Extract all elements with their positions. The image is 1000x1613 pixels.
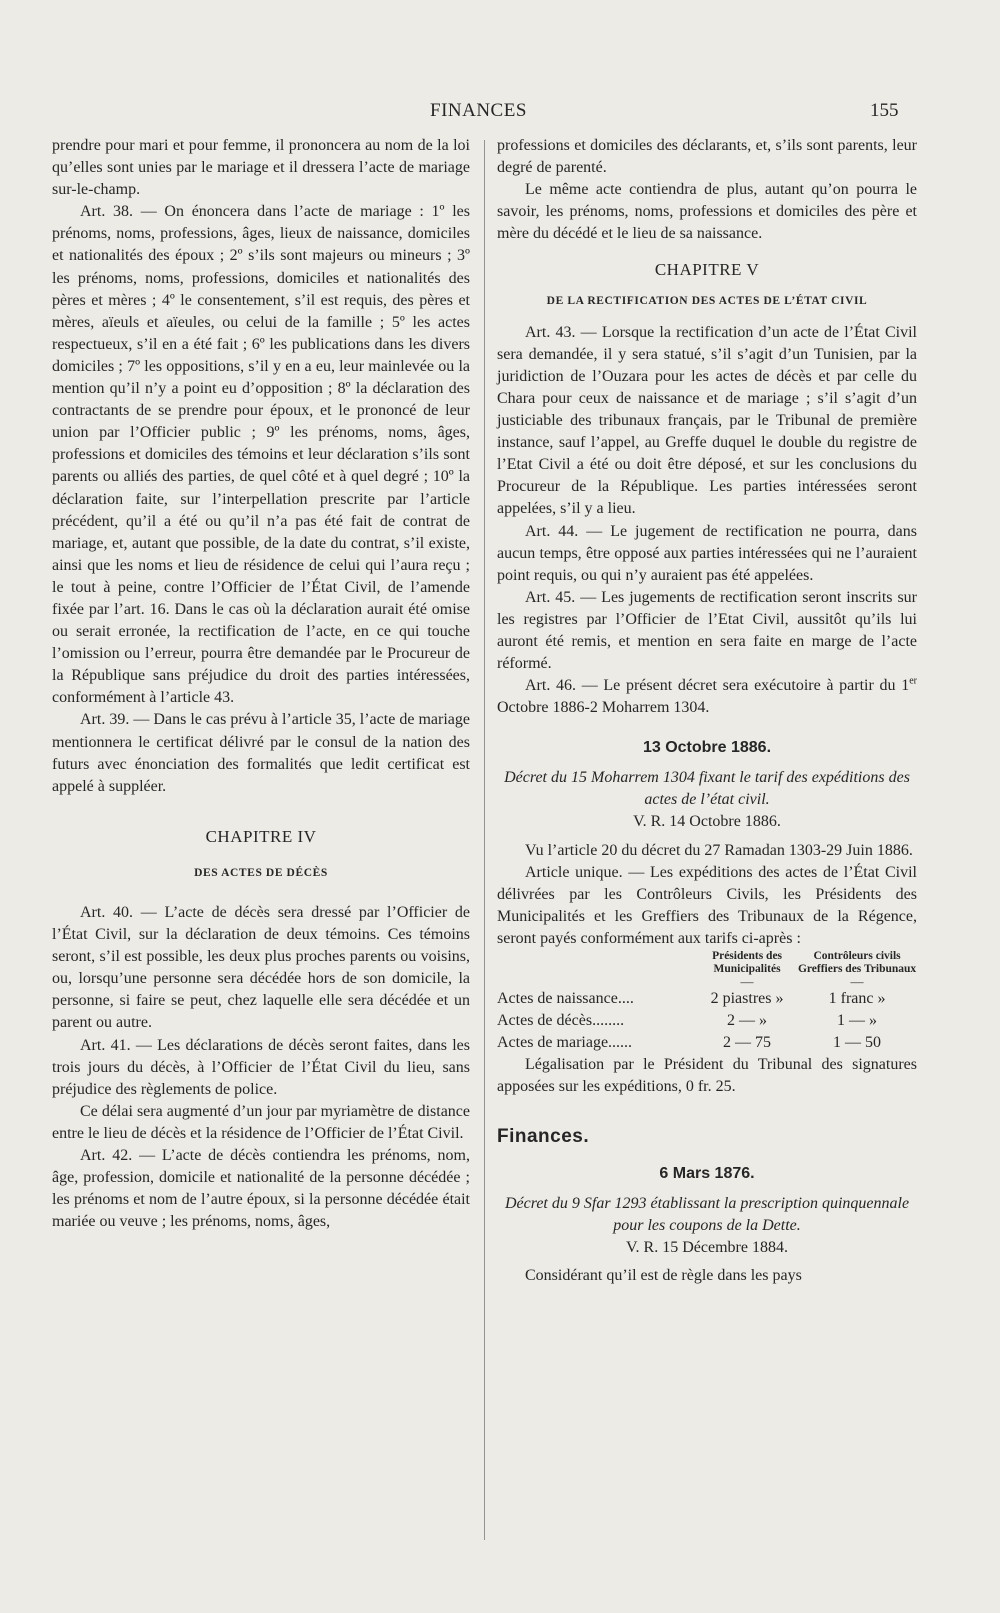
tariff-row-value: 2 piastres » [710,990,784,1007]
page-number: 155 [870,100,899,121]
running-title: FINANCES [430,100,527,121]
article-46-superscript: er [909,675,917,687]
tariff-row [497,1010,917,1032]
tariff-row-label: Actes de décès........ [497,1012,625,1030]
paragraph-continuation: professions et domiciles des déclarants, et, s’ils sont parents, leur degré de parenté. [497,137,917,177]
tariff-row-value: 1 — 50 [833,1034,882,1052]
running-head [0,100,1000,126]
article-42: Art. 42. — L’acte de décès contiendra les prénoms, nom, âge, profession, domicile et nationalité de la personne décédée ; les prénoms et nom de l’autre époux, si la personne décédée était mariée ou veuve ; les prénoms, noms, âges, [52,1147,470,1231]
legalisation-paragraph: Légalisation par le Président du Tribunal des signatures apposées sur les expéditions, 0 fr. 25. [497,1056,917,1096]
tariff-header-row [497,950,917,976]
considerant-paragraph: Considérant qu’il est de règle dans les pays [525,1266,802,1284]
tariff-header-blank [497,950,697,976]
tariff-row-value: 1 franc » [828,990,886,1007]
article-41: Art. 41. — Les déclarations de décès seront faites, dans les trois jours du décès, à l’Officier de l’État Civil du lieu, sans préjudice des règlements de police. [52,1036,470,1098]
tariff-dash-row [497,976,917,988]
chapter-iv-title: CHAPITRE IV [205,826,317,846]
vr-date-1886: V. R. 14 Octobre 1886. [633,813,781,831]
tariff-dash: — [850,974,864,989]
left-column [52,135,470,1233]
article-38: Art. 38. — On énoncera dans l’acte de mariage : 1º les prénoms, noms, professions, âges, lieux de naissance, domiciles et nationalités des époux ; 2º s’ils sont majeurs ou mineurs ; 3º les prénoms, noms, professions, domiciles et nationalités des pères et mères ; 4º le consentement, s’il est requis, des pères et mères, aïeuls et aïeules, ou celui de la famille ; 5º les actes respectueux, s’il en a été fait ; 6º les publications dans les divers domiciles ; 7º les oppositions, s’il y en a eu, leur mainlevée ou la mention qu’il n’y a point eu d’opposition ; 8º la déclaration des contractants de se prendre pour époux, et le prononcé de leur union par l’Officier public ; 9º les prénoms, noms, âges, professions et domiciles des témoins et leur déclaration s’ils sont parents ou alliés des parties, de quel côté et à quel degré ; 10º la déclaration faite, sur l’interpellation prescrite par l’article précédent, qu’il a été ou qu’il n’a pas été fait de contrat de mariage, et, autant que possible, de la date du contrat, s’il existe, ainsi que les noms et lieu de résidence de celui qui l’aura reçu ; le tout à peine, contre l’Officier de l’État Civil, de l’amende fixée par l’art. 16. Dans le cas où la déclaration aurait été omise ou serait erronée, la rectification de l’acte, en ce qui touche l’omission ou l’erreur, pourra être demandée par le Procureur de la République sans préjudice du droit des parties intéressées, conformément à l’article 43. [52,203,470,707]
decree-title-tarif: Décret du 15 Moharrem 1304 fixant le tarif des expéditions des actes de l’état civil. [504,769,910,809]
column-divider [484,140,485,1540]
article-39: Art. 39. — Dans le cas prévu à l’article 35, l’acte de mariage mentionnera le certificat délivré par le consul de la nation des futurs avec énonciation des formalités que ledit certificat est appelé à suppléer. [52,711,470,795]
article-40: Art. 40. — L’acte de décès sera dressé par l’Officier de l’État Civil, sur la déclaration de deux témoins. Ces témoins seront, s’il est possible, les deux plus proches parents ou voisins, ou, lorsqu’une personne sera décédée hors de son domicile, la personne, si faire se peut, chez laquelle elle sera décédée et un parent ou autre. [52,904,470,1032]
tariff-row-label: Actes de mariage...... [497,1034,633,1052]
article-46 [497,675,917,719]
article-41-delay: Ce délai sera augmenté d’un jour par myriamètre de distance entre le lieu de décès et la résidence de l’Officier de l’État Civil. [52,1102,470,1142]
chapter-v-subtitle: DE LA RECTIFICATION DES ACTES DE L’ÉTAT CIVIL [546,294,868,307]
tariff-header-controleurs: Contrôleurs civils Greffiers des Tribunaux [797,950,917,975]
tariff-row-value: 2 — » [727,1012,768,1030]
paragraph-continuation: prendre pour mari et pour femme, il prononcera au nom de la loi qu’elles sont unies par le mariage et il dressera l’acte de mariage sur-le-champ. [52,137,470,199]
decree-title-prescription: Décret du 9 Sfar 1293 établissant la prescription quinquennale pour les coupons de la Dette. [504,1194,910,1234]
tariff-row [497,988,917,1010]
tariff-row [497,1032,917,1054]
article-unique: Article unique. — Les expéditions des actes de l’État Civil délivrées par les Contrôleurs Civils, les Présidents des Municipalités et les Greffiers des Tribunaux de la Régence, seront payés conformément aux tarifs ci-après : [497,863,917,947]
section-heading-finances: Finances. [497,1126,590,1148]
tariff-row-label: Actes de naissance.... [497,990,634,1007]
tariff-row-value: 1 — » [837,1012,878,1030]
chapter-iv-subtitle: DES ACTES DE DÉCÈS [194,866,328,879]
chapter-v-title: CHAPITRE V [654,260,760,280]
right-column [497,135,917,1287]
tariff-table [497,950,917,1054]
article-45: Art. 45. — Les jugements de rectification seront inscrits sur les registres par l’Officier de l’Etat Civil, aussitôt qu’ils lui auront été remis, et mention en sera faite en marge de l’acte réformé. [497,588,917,673]
paragraph-same-act: Le même acte contiendra de plus, autant qu’on pourra le savoir, les prénoms, noms, professions et domiciles des père et mère du décédé et le lieu de sa naissance. [497,181,917,243]
date-heading-1886: 13 Octobre 1886. [642,739,772,757]
vr-date-1884: V. R. 15 Décembre 1884. [626,1238,788,1256]
article-46-text-b: Octobre 1886-2 Moharrem 1304. [497,699,710,717]
tariff-dash: — [740,974,754,989]
vu-article-20: Vu l’article 20 du décret du 27 Ramadan 1303-29 Juin 1886. [525,841,913,859]
tariff-header-presidents: Présidents des Municipalités [712,950,783,975]
article-46-text-a: Art. 46. — Le présent décret sera exécutoire à partir du 1 [525,677,910,695]
article-43: Art. 43. — Lorsque la rectification d’un acte de l’État Civil sera demandée, il y sera statué, s’il s’agit d’un Tunisien, par la juridiction de l’Ouzara pour les actes de décès et par celle du Chara pour ceux de naissance et de mariage ; s’il s’agit d’un justiciable des tribunaux français, par le Tribunal de première instance, sauf l’appel, au Greffe duquel le double du registre de l’Etat Civil a été ou doit être déposé, et sur les conclusions du Procureur de la République. Les parties intéressées seront appelées, s’il y a lieu. [497,323,917,518]
article-44: Art. 44. — Le jugement de rectification ne pourra, dans aucun temps, être opposé aux parties intéressées qui ne l’auraient point requis, ou qui n’y auraient pas été appelées. [497,522,917,584]
date-heading-1876: 6 Mars 1876. [659,1164,755,1182]
tariff-row-value: 2 — 75 [723,1034,772,1052]
